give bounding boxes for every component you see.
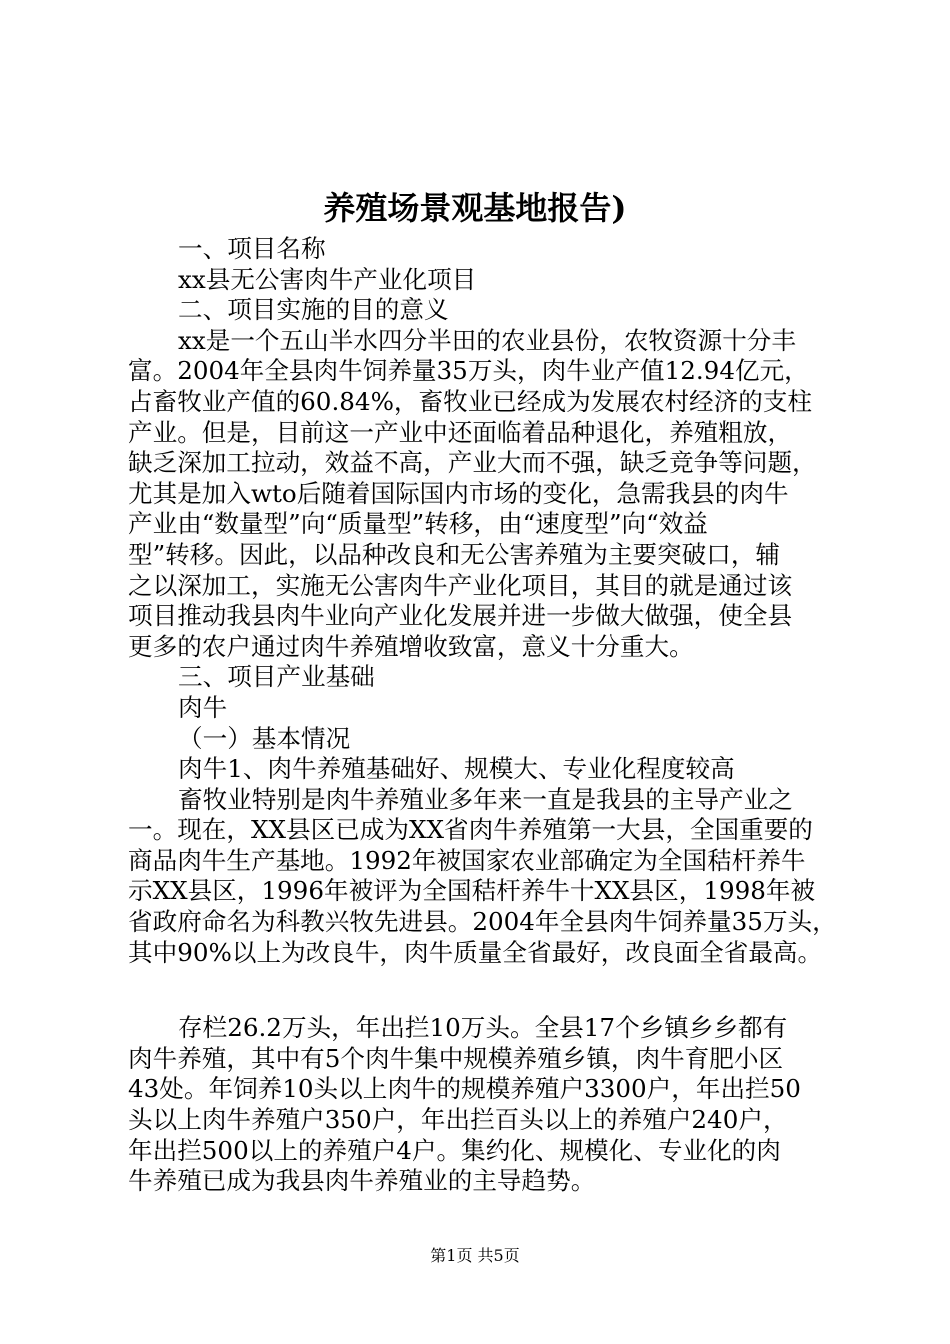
text-line: 型”转移。因此，以品种改良和无公害养殖为主要突破口，辅 [128, 539, 781, 569]
text-line: 缺乏深加工拉动，效益不高，产业大而不强，缺乏竞争等问题， [128, 448, 817, 478]
text-line: 肉牛养殖，其中有5个肉牛集中规模养殖乡镇，肉牛育肥小区 [128, 1043, 784, 1073]
text-line: 一。现在，XX县区已成为XX省肉牛养殖第一大县，全国重要的 [128, 815, 813, 845]
text-line: xx是一个五山半水四分半田的农业县份，农牧资源十分丰 [178, 325, 796, 355]
text-line: 三、项目产业基础 [178, 662, 375, 692]
paragraph-gap [128, 968, 828, 1013]
text-line: 尤其是加入wto后随着国际国内市场的变化，急需我县的肉牛 [128, 478, 789, 508]
section-block-2 [128, 1013, 828, 1197]
text-line: 示XX县区，1996年被评为全国秸杆养牛十XX县区，1998年被 [128, 876, 816, 906]
text-line: 头以上肉牛养殖户350户，年出拦百头以上的养殖户240户， [128, 1105, 788, 1135]
text-line: （一）基本情况 [178, 723, 351, 753]
text-line: 牛养殖已成为我县肉牛养殖业的主导趋势。 [128, 1166, 596, 1196]
text-line: 项目推动我县肉牛业向产业化发展并进一步做大做强，使全县 [128, 601, 793, 631]
text-line: 肉牛1、肉牛养殖基础好、规模大、专业化程度较高 [178, 754, 735, 784]
text-line: 存栏26.2万头，年出拦10万头。全县17个乡镇乡乡都有 [178, 1013, 788, 1043]
text-line: 一、项目名称 [178, 234, 326, 263]
text-line: 43处。年饲养10头以上肉牛的规模养殖户3300户，年出拦50 [128, 1074, 801, 1104]
document-title: 养殖场景观基地报告) [323, 189, 627, 227]
document-body [128, 234, 837, 1197]
section-block-1 [128, 234, 837, 968]
text-line: 年出拦500以上的养殖户4户。集约化、规模化、专业化的肉 [128, 1135, 781, 1165]
text-line: 二、项目实施的目的意义 [178, 295, 449, 325]
text-line: 产业。但是，目前这一产业中还面临着品种退化，养殖粗放， [128, 417, 793, 447]
text-line: 之以深加工，实施无公害肉牛产业化项目，其目的就是通过该 [128, 570, 793, 600]
text-line: 肉牛 [178, 692, 228, 722]
text-line: 产业由“数量型”向“质量型”转移，由“速度型”向“效益 [128, 509, 708, 539]
text-line: 畜牧业特别是肉牛养殖业多年来一直是我县的主导产业之 [178, 784, 793, 814]
text-line: 更多的农户通过肉牛养殖增收致富，意义十分重大。 [128, 631, 694, 661]
page-footer: 第1页 共5页 [430, 1246, 520, 1265]
text-line: 富。2004年全县肉牛饲养量35万头，肉牛业产值12.94亿元， [128, 356, 809, 386]
text-line: 省政府命名为科教兴牧先进县。2004年全县肉牛饲养量35万头， [128, 907, 837, 937]
text-line: 占畜牧业产值的60.84%，畜牧业已经成为发展农村经济的支柱 [128, 386, 813, 416]
text-line: 其中90%以上为改良牛，肉牛质量全省最好，改良面全省最高。 [128, 937, 823, 967]
text-line: 商品肉牛生产基地。1992年被国家农业部确定为全国秸杆养牛 [128, 845, 806, 875]
text-line: xx县无公害肉牛产业化项目 [178, 264, 477, 294]
